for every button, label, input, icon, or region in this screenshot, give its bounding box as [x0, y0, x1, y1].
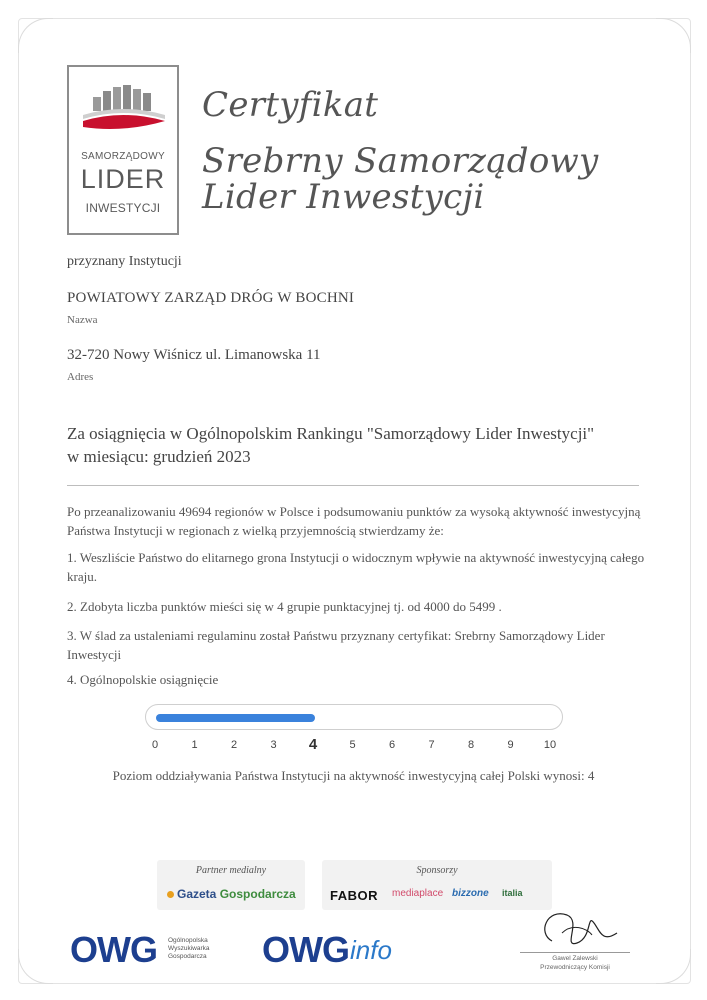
institution-address-label: Adres: [67, 371, 94, 383]
owg-info-logo: [262, 925, 412, 975]
sponsors-title: Sponsorzy: [416, 865, 458, 876]
sponsor-italia-logo: italia: [502, 888, 523, 898]
signature-caption: [500, 954, 650, 972]
owg-wordmark: OWG: [70, 929, 157, 970]
logo-graphic-icon: [69, 75, 177, 145]
sponsors-box: [322, 860, 552, 910]
scale-tick-7: 7: [428, 739, 435, 751]
body-paragraph-5: 4. Ogólnopolskie osiągnięcie: [67, 672, 219, 687]
divider: [67, 485, 639, 486]
scale-tick-6: 6: [388, 739, 396, 751]
body-paragraph-1: Po przeanalizowaniu 49694 regionów w Polsce i podsumowaniu punktów za wysoką aktywność inwestycyjną Państwa Instytucji w regionach z wielką przyjemnością stwierdzamy że:: [67, 504, 641, 538]
achievement-line2: w miesiącu: grudzień 2023: [67, 447, 251, 466]
body-paragraph-4: 3. W ślad za ustaleniami regulaminu został Państwu przyznany certyfikat: Srebrny Samorządowy Lider Inwestycji: [67, 628, 605, 662]
certificate-title: Certyfikat: [202, 85, 379, 125]
body-paragraph-3: 2. Zdobyta liczba punktów mieści się w 4 grupie punktacyjnej tj. od 4000 do 5499 .: [67, 599, 502, 614]
lider-inwestycji-logo: [67, 65, 179, 235]
achievement-line1: Za osiągnięcia w Ogólnopolskim Rankingu "Samorządowy Lider Inwestycji": [67, 424, 595, 443]
institution-name: POWIATOWY ZARZĄD DRÓG W BOCHNI: [67, 290, 355, 306]
owg-info-wordmark: OWG: [262, 929, 349, 970]
gazeta-gospodarcza-logo: [167, 887, 296, 901]
scale-tick-8: 8: [467, 739, 475, 751]
logo-text-line2: LIDER: [80, 164, 166, 194]
gazeta-name-part1: Gazeta: [177, 887, 217, 901]
frame-corner: [656, 949, 691, 984]
influence-level-bar-fill: [156, 714, 315, 722]
owg-info-suffix: info: [350, 935, 392, 965]
frame-corner: [656, 18, 691, 53]
logo-text-line3: INWESTYCJI: [85, 201, 161, 215]
signature-icon: [532, 903, 622, 958]
scale-tick-2: 2: [230, 739, 238, 751]
scale-tick-5: 5: [349, 739, 356, 751]
scale-tick-1: 1: [191, 739, 198, 751]
gazeta-name-part2: Gospodarcza: [219, 887, 296, 901]
signature-title: Przewodniczący Komisji: [540, 964, 610, 971]
frame-corner: [18, 18, 53, 53]
gazeta-mark-icon: [167, 891, 174, 898]
scale-tick-10: 10: [543, 739, 557, 751]
media-partner-title: Partner medialny: [195, 865, 267, 876]
scale-tick-9: 9: [507, 739, 514, 751]
frame-corner: [18, 949, 53, 984]
sponsor-mediaplace-logo: mediaplace: [392, 888, 444, 899]
owg-subtitle: Ogólnopolska Wyszukiwarka Gospodarcza: [168, 937, 210, 960]
logo-text-line1: SAMORZĄDOWY: [81, 151, 165, 162]
sponsor-fabor-logo: FABOR: [330, 888, 378, 903]
sponsor-bizzone-logo: bizzone: [452, 888, 489, 899]
influence-level-bar: [145, 704, 563, 730]
body-paragraph-2: 1. Weszliście Państwo do elitarnego grona Instytucji o widocznym wpływie na aktywność inwestycyjną całego kraju.: [67, 550, 645, 584]
certificate-subtitle-line2: Lider Inwestycji: [202, 177, 485, 217]
institution-name-label: Nazwa: [67, 314, 98, 326]
signature-line: [520, 952, 630, 953]
institution-address: 32-720 Nowy Wiśnicz ul. Limanowska 11: [67, 347, 321, 363]
media-partner-box: [157, 860, 305, 910]
owg-logo: [70, 925, 240, 975]
scale-tick-4: 4: [308, 736, 318, 753]
certificate-subtitle-line1: Srebrny Samorządowy: [202, 141, 599, 181]
signature-name: Gawel Zalewski: [552, 955, 598, 962]
influence-level-text: Poziom oddziaływania Państwa Instytucji na aktywność inwestycyjną całej Polski wynosi: 4: [112, 768, 595, 783]
scale-tick-0: 0: [151, 739, 159, 751]
scale-tick-3: 3: [270, 739, 277, 751]
granted-to-label: przyznany Instytucji: [67, 254, 182, 269]
